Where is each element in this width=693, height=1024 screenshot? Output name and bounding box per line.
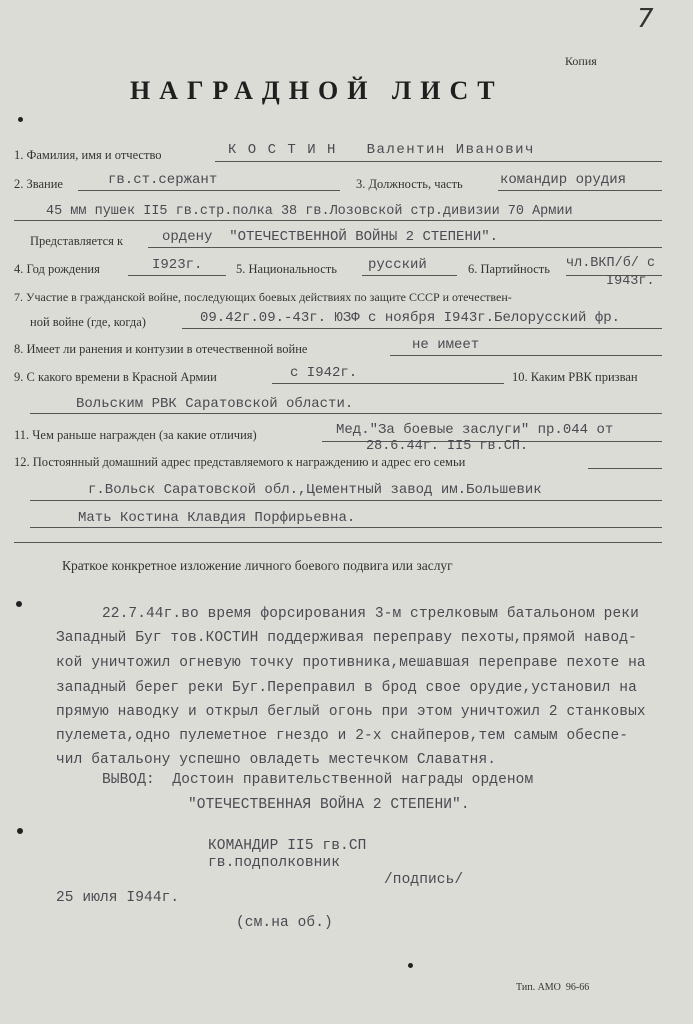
- field-5-value: русский: [368, 257, 427, 273]
- field-11-value: Мед."За боевые заслуги" пр.044 от: [336, 422, 614, 438]
- page-number: 7: [637, 4, 654, 34]
- field-1-value: К О С Т И Н Валентин Иванович: [228, 142, 535, 158]
- field-2-label: 2. Звание: [14, 177, 63, 191]
- summary-line: кой уничтожил огневую точку противника,мешавшая переправе пехоте на: [56, 655, 646, 671]
- field-11-label: 11. Чем раньше награжден (за какие отличия): [14, 428, 257, 442]
- field-3-label: 3. Должность, часть: [356, 177, 463, 191]
- summary-line: чил батальону успешно овладеть местечком Славатня.: [56, 752, 497, 768]
- summary-line: западный берег реки Буг.Переправил в брод свое орудие,установил на: [56, 680, 637, 696]
- document-date: 25 июля I944г.: [56, 890, 180, 906]
- field-4-value: I923г.: [152, 257, 203, 273]
- field-4-label: 4. Год рождения: [14, 262, 100, 276]
- field-11-value-cont: 28.6.44г. II5 гв.СП.: [366, 439, 529, 454]
- field-6-label: 6. Партийность: [468, 262, 550, 276]
- field-9-value: с I942г.: [290, 365, 358, 381]
- ink-spot: [408, 963, 413, 968]
- field-3-value-cont: 45 мм пушек II5 гв.стр.полка 38 гв.Лозовской стр.дивизии 70 Армии: [46, 204, 573, 219]
- field-10-label: 10. Каким РВК призван: [512, 370, 638, 384]
- binder-hole: [18, 117, 23, 122]
- signatory-rank: гв.подполковник: [208, 855, 341, 871]
- binder-hole: [17, 828, 23, 834]
- field-5-label: 5. Национальность: [236, 262, 337, 276]
- signatory-title: КОМАНДИР II5 гв.СП: [208, 838, 367, 854]
- presented-value: ордену "ОТЕЧЕСТВЕННОЙ ВОЙНЫ 2 СТЕПЕНИ".: [162, 229, 499, 245]
- summary-line: Западный Буг тов.КОСТИН поддерживая переправу пехоты,прямой навод-: [56, 630, 637, 646]
- field-10-value: Вольским РВК Саратовской области.: [76, 396, 354, 412]
- field-2-value: гв.ст.сержант: [108, 172, 218, 188]
- field-7-value: 09.42г.09.-43г. ЮЗФ с ноября I943г.Белорусский фр.: [200, 310, 621, 326]
- summary-line: пулемета,одно пулеметное гнездо и 2-х снайперов,тем самым обеспе-: [56, 728, 629, 744]
- field-7-label-cont: ной войне (где, когда): [30, 315, 146, 329]
- summary-line: 22.7.44г.во время форсирования 3-м стрелковым батальоном реки: [102, 606, 639, 622]
- see-reverse-note: (см.на об.): [236, 915, 333, 931]
- field-8-label: 8. Имеет ли ранения и контузии в отечественной войне: [14, 342, 308, 356]
- field-1-label: 1. Фамилия, имя и отчество: [14, 148, 162, 162]
- print-mark: Тип. АМО 96-66: [516, 982, 590, 993]
- signature-mark: /подпись/: [384, 872, 464, 888]
- summary-line: прямую наводку и открыл беглый огонь при этом уничтожил 2 станковых: [56, 704, 646, 720]
- field-3-value: командир орудия: [500, 172, 627, 188]
- field-7-label: 7. Участие в гражданской войне, последующих боевых действиях по защите СССР и отечествен-: [14, 290, 512, 304]
- field-12-value: г.Вольск Саратовской обл.,Цементный завод им.Большевик: [88, 482, 542, 498]
- presented-label: Представляется к: [30, 234, 124, 248]
- summary-heading: Краткое конкретное изложение личного боевого подвига или заслуг: [62, 558, 453, 573]
- field-12-label: 12. Постоянный домашний адрес представляемого к награждению и адрес его семьи: [14, 455, 466, 469]
- field-8-value: не имеет: [412, 337, 480, 353]
- document-title: НАГРАДНОЙ ЛИСТ: [130, 76, 504, 105]
- binder-hole: [16, 601, 22, 607]
- field-6-value: чл.ВКП/б/ с: [566, 256, 656, 271]
- conclusion-line: ВЫВОД: Достоин правительственной награды орденом: [102, 772, 534, 788]
- field-12-value-cont: Мать Костина Клавдия Порфирьевна.: [78, 510, 356, 526]
- field-6-value-year: I943г.: [606, 274, 655, 289]
- conclusion-award: "ОТЕЧЕСТВЕННАЯ ВОЙНА 2 СТЕПЕНИ".: [188, 797, 470, 813]
- field-9-label: 9. С какого времени в Красной Армии: [14, 370, 217, 384]
- copy-label: Копия: [565, 54, 597, 68]
